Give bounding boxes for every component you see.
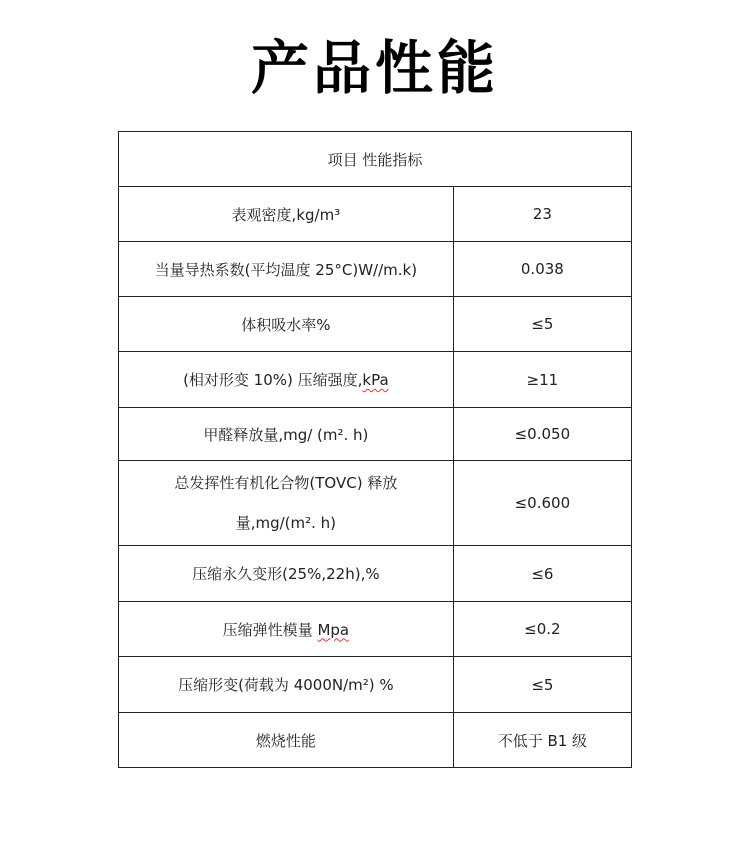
item-text-line-2: 量,mg/(m². h): [235, 514, 337, 532]
item-cell: 当量导热系数(平均温度 25°C)W//m.k): [119, 242, 454, 297]
page-title: 产品性能: [250, 34, 499, 102]
spellcheck-marked-unit: Mpa: [317, 620, 350, 639]
item-cell: 压缩永久变形(25%,22h),%: [119, 546, 454, 602]
table-row: [119, 187, 632, 242]
spellcheck-marked-unit: kPa: [362, 371, 389, 389]
value-cell: ≤6: [453, 546, 631, 602]
value-cell: ≤5: [453, 297, 631, 352]
value-cell: 不低于 B1 级: [453, 713, 631, 768]
item-text: (相对形变 10%) 压缩强度,: [183, 371, 363, 389]
value-cell: 0.038: [453, 242, 631, 297]
table-row: [119, 461, 632, 546]
table-row: [119, 657, 632, 713]
item-cell: 体积吸水率%: [119, 297, 454, 352]
performance-table: [118, 131, 632, 768]
table-row: [119, 713, 632, 768]
table-row: [119, 242, 632, 297]
value-cell: ≤0.050: [453, 408, 631, 461]
item-cell: 甲醛释放量,mg/ (m². h): [119, 408, 454, 461]
value-cell: ≤0.600: [453, 461, 631, 546]
value-cell: 23: [453, 187, 631, 242]
table-row: [119, 352, 632, 408]
table-row: [119, 546, 632, 602]
table-header-row: [119, 132, 632, 187]
table-row: [119, 602, 632, 657]
item-text: 压缩弹性模量: [222, 620, 318, 639]
table-row: [119, 297, 632, 352]
item-cell: 压缩形变(荷载为 4000N/m²) %: [119, 657, 454, 713]
item-text-line-1: 总发挥性有机化合物(TOVC) 释放: [174, 474, 398, 492]
table-header-cell: 项目 性能指标: [119, 132, 632, 187]
value-cell: ≤0.2: [453, 602, 631, 657]
item-cell: 表观密度,kg/m³: [119, 187, 454, 242]
item-cell: [119, 352, 454, 408]
item-cell: 燃烧性能: [119, 713, 454, 768]
value-cell: ≥11: [453, 352, 631, 408]
item-cell: [119, 602, 454, 657]
value-cell: ≤5: [453, 657, 631, 713]
item-cell: [119, 461, 454, 546]
table-row: [119, 408, 632, 461]
